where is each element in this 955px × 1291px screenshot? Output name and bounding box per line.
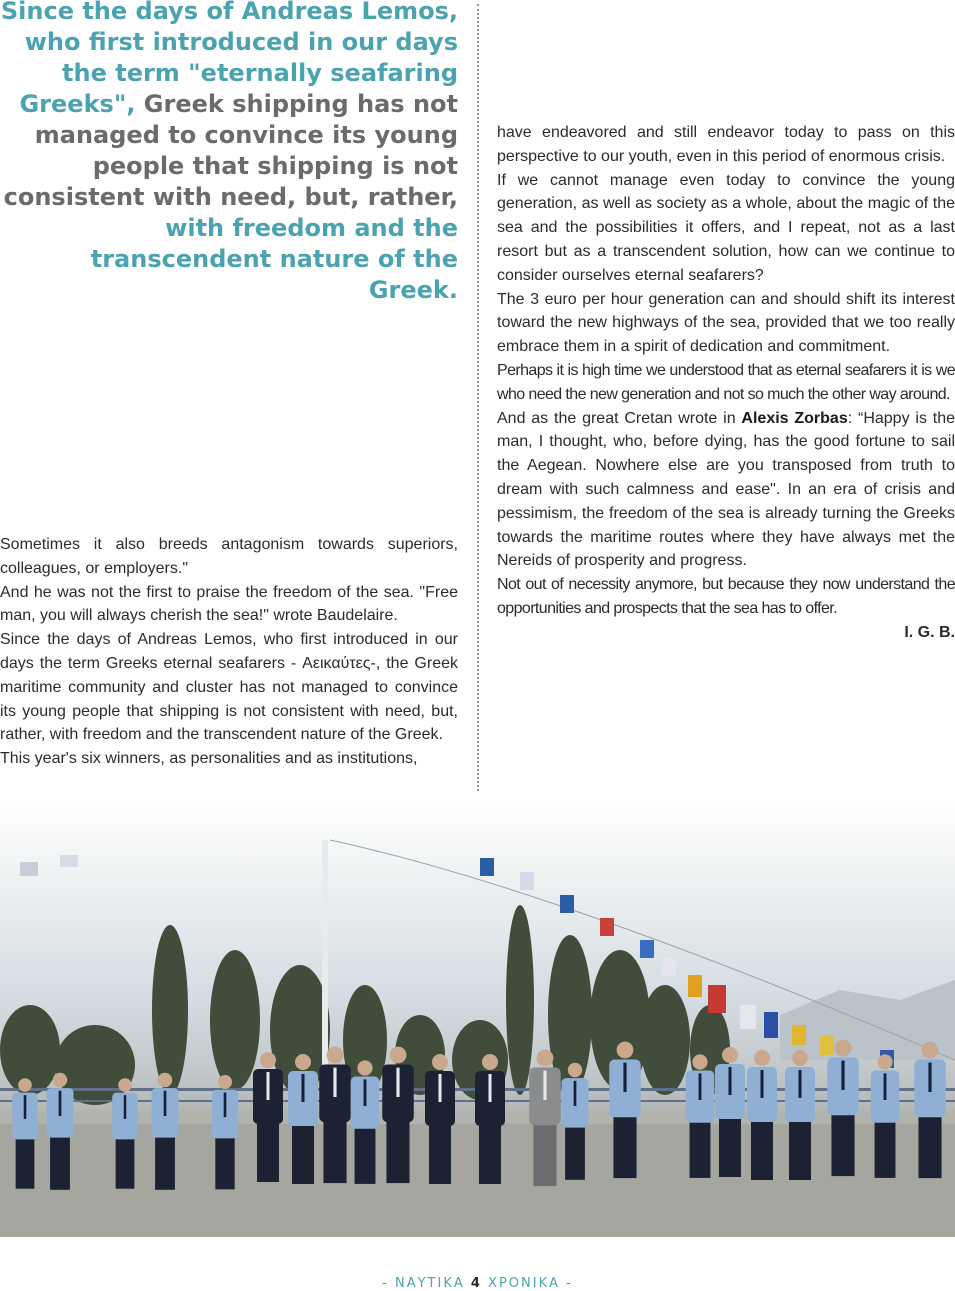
person-figure [562,1063,589,1180]
right-paragraph-1: have endeavored and still endeavor today to pass on this perspective to our youth, even in this period of enormous crisis. [497,124,955,165]
person-figure [319,1047,351,1184]
person-figure [12,1078,38,1189]
zorbas-quote: : “Happy is the man, I thought, who, before dying, has the good fortune to sail the Aegean. Nowhere else are you transposed from truth to dream with such calmness and ease". In an era of crisis and pessimism, the freedom of the sea is already turning the Greeks towards the maritime routes where they have always met the Nereids of prosperity and progress. [497,409,955,570]
person-figure [475,1054,505,1184]
right-paragraph-2: If we cannot manage even today to convince the young generation, as well as society as a whole, about the magic of the sea and the possibilities it offers, and I repeat, not as a last resort but as a transcendent solution, how can we continue to consider ourselves eternal seafarers? [497,171,955,284]
person-figure [382,1047,414,1184]
column-divider [477,4,479,791]
left-paragraph-4: This year's six winners, as personalities and as institutions, [0,750,418,768]
person-figure [529,1050,561,1187]
left-paragraph-3: Since the days of Andreas Lemos, who first introduced in our days the term Greeks eternal seafarers - Αεικαύτες-, the Greek maritime community and cluster has not managed to convince its young people that shipping is not consistent with need, but, rather, with freedom and the transcendent nature of the Greek. [0,631,458,744]
page-number: 4 [470,1276,482,1291]
zorbas-intro: And as the great Cretan wrote in [497,409,742,427]
person-figure [212,1075,238,1189]
book-title: Alexis Zorbas [741,409,848,427]
right-column [497,121,955,645]
pull-quote-highlight-end: with freedom and the transcendent nature of the Greek. [90,214,458,304]
group-photo [0,800,955,1237]
pull-quote-highlight-start: Since the days of Andreas Lemos, who first introduced in our days the term "eternally seafaring Greeks", [0,0,458,118]
person-figure [715,1047,745,1177]
person-figure [914,1042,946,1179]
right-paragraph-3: The 3 euro per hour generation can and should shift its interest toward the new highways of the sea, provided that we too really embrace them in a spirit of dedication and commitment. [497,290,955,356]
right-paragraph-6: Not out of necessity anymore, but because they now understand the opportunities and prospects that the sea has to offer. [497,576,955,617]
footer-right: ΧΡΟΝΙΚΑ - [481,1276,573,1291]
person-figure [871,1054,900,1178]
person-figure [747,1050,777,1180]
person-figure [253,1052,283,1182]
person-figure [47,1073,74,1190]
left-paragraph-2: And he was not the first to praise the freedom of the sea. "Free man, you will always cherish the sea!" wrote Baudelaire. [0,583,458,625]
group-photo-illustration [0,800,955,1237]
person-figure [152,1073,179,1190]
person-figure [351,1060,380,1184]
pull-quote [0,0,458,306]
person-figure [112,1078,138,1189]
person-figure [785,1050,815,1180]
right-paragraph-4: Perhaps it is high time we understood that as eternal seafarers it is we who need the new generation and not so much the other way around. [497,361,955,403]
person-figure [288,1054,318,1184]
left-column [0,533,458,771]
left-paragraph-1: Sometimes it also breeds antagonism towards superiors, colleagues, or employers." [0,536,458,577]
person-figure [827,1040,859,1177]
person-figure [609,1042,641,1179]
footer-left: - ΝΑΥΤΙΚΑ [382,1276,471,1291]
person-figure [686,1054,715,1178]
right-paragraph-5 [497,407,955,574]
author-signature: I. G. B. [904,623,955,641]
pull-quote-middle: Greek shipping has not managed to convince its young people that shipping is not consistent with need, but, rather, [3,90,458,211]
page-footer [0,1276,955,1291]
person-figure [425,1054,455,1184]
